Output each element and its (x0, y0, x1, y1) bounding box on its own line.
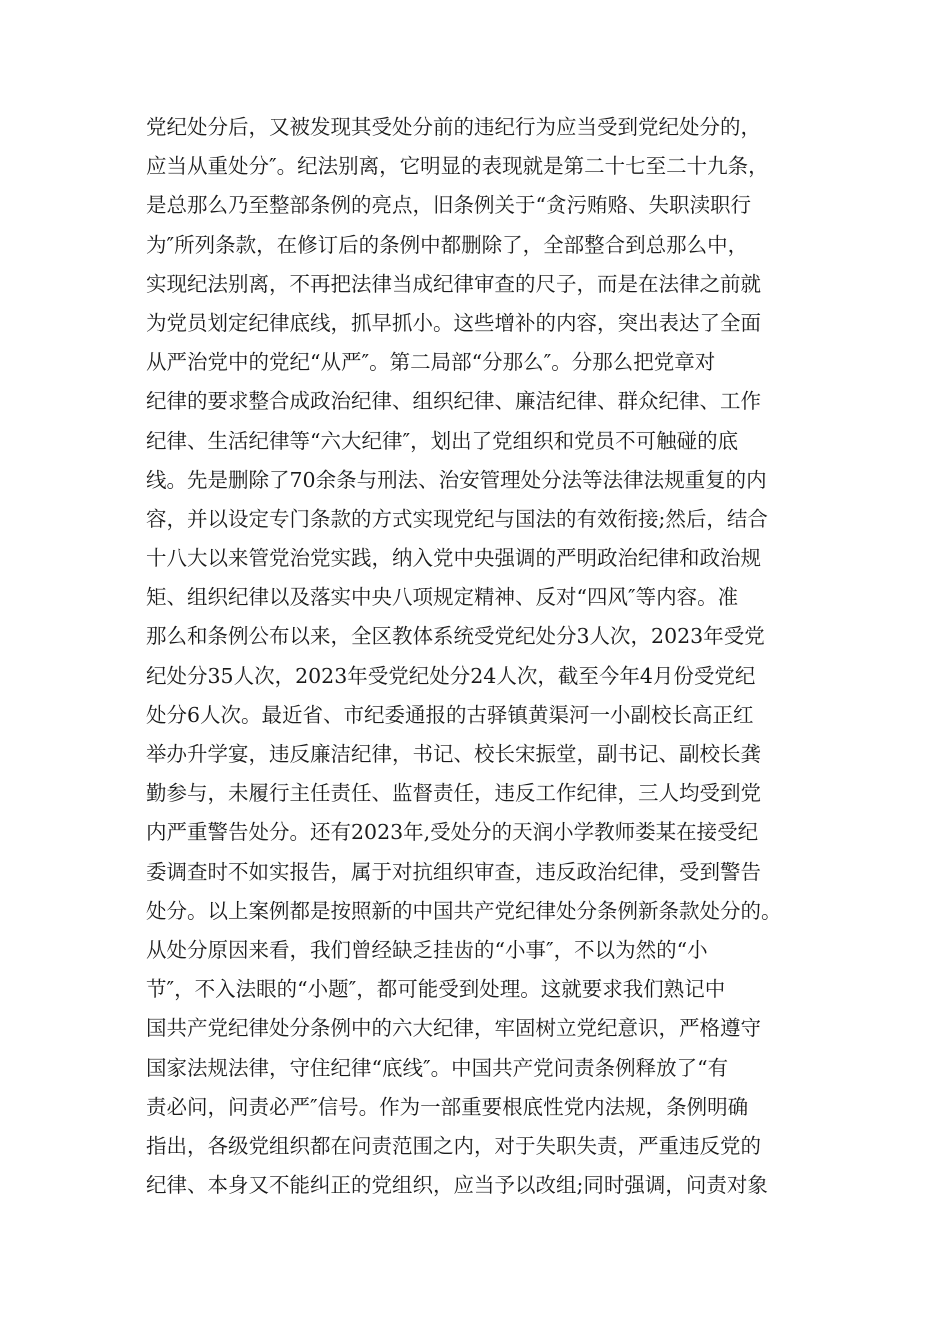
text-line: 线。先是删除了70余条与刑法、治安管理处分法等法律法规重复的内 (146, 467, 767, 492)
text-line: 是总那么乃至整部条例的亮点，旧条例关于“贪污贿赂、失职渎职行 (146, 193, 751, 218)
body-text (146, 108, 816, 1205)
text-line: 国共产党纪律处分条例中的六大纪律，牢固树立党纪意识，严格遵守 (146, 1016, 761, 1041)
text-line: 从处分原因来看，我们曾经缺乏挂齿的“小事″，不以为然的“小 (146, 937, 708, 962)
text-line: 委调查时不如实报告，属于对抗组织审查，违反政治纪律，受到警告 (146, 859, 761, 884)
text-line: 党纪处分后，又被发现其受处分前的违纪行为应当受到党纪处分的， (146, 115, 761, 139)
text-line: 纪律的要求整合成政治纪律、组织纪律、廉洁纪律、群众纪律、工作 (146, 389, 761, 414)
text-line: 处分。以上案例都是按照新的中国共产党纪律处分条例新条款处分的。 (146, 898, 782, 923)
text-line: 内严重警告处分。还有2023年,受处分的天润小学教师娄某在接受纪 (146, 820, 759, 845)
text-line: 处分6人次。最近省、市纪委通报的古驿镇黄渠河一小副校长高正红 (146, 702, 754, 727)
text-line: 那么和条例公布以来，全区教体系统受党纪处分3人次，2023年受党 (146, 624, 765, 649)
text-line: 实现纪法别离，不再把法律当成纪律审查的尺子，而是在法律之前就 (146, 271, 761, 296)
text-line: 十八大以来管党治党实践，纳入党中央强调的严明政治纪律和政治规 (146, 546, 761, 571)
text-line: 节″，不入法眼的“小题″，都可能受到处理。这就要求我们熟记中 (146, 977, 726, 1002)
text-line: 国家法规法律，守住纪律“底线″。中国共产党问责条例释放了“有 (146, 1055, 729, 1080)
text-line: 纪处分35人次，2023年受党纪处分24人次，截至今年4月份受党纪 (146, 663, 756, 688)
text-line: 应当从重处分″。纪法别离，它明显的表现就是第二十七至二十九条， (146, 154, 769, 179)
text-line: 从严治党中的党纪“从严″。第二局部“分那么″。分那么把党章对 (146, 350, 716, 375)
text-line: 为党员划定纪律底线，抓早抓小。这些增补的内容，突出表达了全面 (146, 310, 761, 335)
text-line: 纪律、生活纪律等“六大纪律″，划出了党组织和党员不可触碰的底 (146, 428, 739, 453)
text-line: 容，并以设定专门条款的方式实现党纪与国法的有效衔接;然后，结合 (146, 506, 768, 531)
text-line: 举办升学宴，违反廉洁纪律，书记、校长宋振堂，副书记、副校长龚 (146, 742, 761, 766)
text-line: 责必问，问责必严″信号。作为一部重要根底性党内法规，条例明确 (146, 1094, 749, 1119)
text-line: 指出，各级党组织都在问责范围之内，对于失职失责，严重违反党的 (146, 1133, 761, 1158)
text-line: 勤参与，未履行主任责任、监督责任，违反工作纪律，三人均受到党 (146, 781, 761, 806)
text-line: 矩、组织纪律以及落实中央八项规定精神、反对“四风″等内容。准 (146, 585, 739, 610)
text-line: 纪律、本身又不能纠正的党组织，应当予以改组;同时强调，问责对象 (146, 1173, 768, 1198)
text-line: 为″所列条款，在修订后的条例中都删除了，全部整合到总那么中， (146, 232, 749, 257)
